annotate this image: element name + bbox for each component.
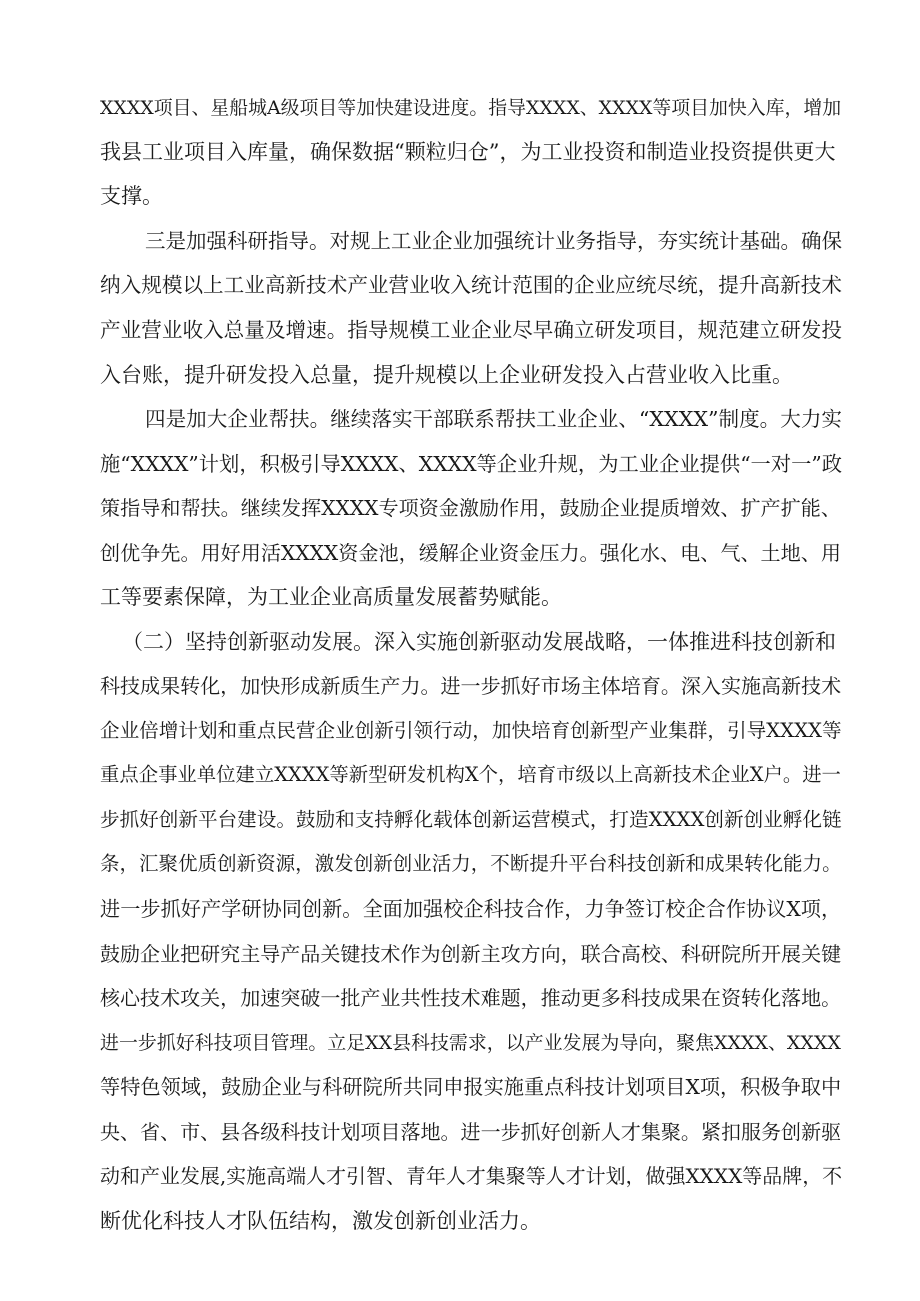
- text-line: 产业营业收入总量及增速。指导规模工业企业尽早确立研发项目，规范建立研发投: [100, 318, 842, 342]
- text-line: 进一步抓好产学研协同创新。全面加强校企科技合作，力争签订校企合作协议X项，: [100, 897, 842, 921]
- text-line: 工等要素保障，为工业企业高质量发展蓄势赋能。: [100, 585, 562, 609]
- text-line: 策指导和帮扶。继续发挥XXXX专项资金激励作用，鼓励企业提质增效、扩产扩能、: [100, 496, 841, 520]
- text-line: 进一步抓好科技项目管理。立足XX县科技需求，以产业发展为导向，聚焦XXXX、XXXX: [100, 1032, 841, 1054]
- text-line: 科技成果转化，加快形成新质生产力。进一步抓好市场主体培育。深入实施高新技术: [100, 674, 842, 698]
- text-line: 鼓励企业把研究主导产品关键技术作为创新主攻方向，联合高校、科研院所开展关键: [100, 942, 842, 966]
- text-line: XXXX项目、星船城A级项目等加快建设进度。指导XXXX、XXXX等项目加快入库，增加: [100, 97, 842, 119]
- text-line: 入台账，提升研发投入总量，提升规模以上企业研发投入占营业收入比重。: [100, 363, 793, 387]
- section-heading-line: （二）坚持创新驱动发展。深入实施创新驱动发展战略，一体推进科技创新和: [122, 630, 836, 654]
- text-line: 创优争先。用好用活XXXX资金池，缓解企业资金压力。强化水、电、气、土地、用: [100, 541, 841, 565]
- text-line: 支撑。: [100, 184, 163, 208]
- text-line: 施“XXXX”计划，积极引导XXXX、XXXX等企业升规，为工业企业提供“一对一”政: [100, 452, 843, 476]
- text-line: 重点企事业单位建立XXXX等新型研发机构X个，培育市级以上高新技术企业X户。进一: [100, 763, 841, 786]
- text-line: 等特色领域，鼓励企业与科研院所共同申报实施重点科技计划项目X项，积极争取中: [100, 1075, 842, 1099]
- text-line: 央、省、市、县各级科技计划项目落地。进一步抓好创新人才集聚。紧扣服务创新驱: [100, 1120, 842, 1144]
- text-line: 企业倍增计划和重点民营企业创新引领行动，加快培育创新型产业集群，引导XXXX等: [100, 719, 842, 742]
- text-line: 条，汇聚优质创新资源，激发创新创业活力，不断提升平台科技创新和成果转化能力。: [100, 852, 842, 875]
- text-line: 三是加强科研指导。对规上工业企业加强统计业务指导，夯实统计基础。确保: [145, 229, 842, 253]
- text-line: 动和产业发展,实施高端人才引智、青年人才集聚等人才计划，做强XXXX等品牌，不: [100, 1164, 843, 1188]
- text-line: 步抓好创新平台建设。鼓励和支持孵化载体创新运营模式，打造XXXX创新创业孵化链: [100, 808, 842, 831]
- text-line: 断优化科技人才队伍结构，激发创新创业活力。: [100, 1209, 541, 1233]
- text-line: 纳入规模以上工业高新技术产业营业收入统计范围的企业应统尽统，提升高新技术: [100, 273, 842, 297]
- text-line: 四是加大企业帮扶。继续落实干部联系帮扶工业企业、“XXXX”制度。大力实: [145, 407, 842, 431]
- text-line: 我县工业项目入库量，确保数据“颗粒归仓”，为工业投资和制造业投资提供更大: [100, 140, 836, 164]
- text-line: 核心技术攻关，加速突破一批产业共性技术难题，推动更多科技成果在资转化落地。: [100, 986, 842, 1010]
